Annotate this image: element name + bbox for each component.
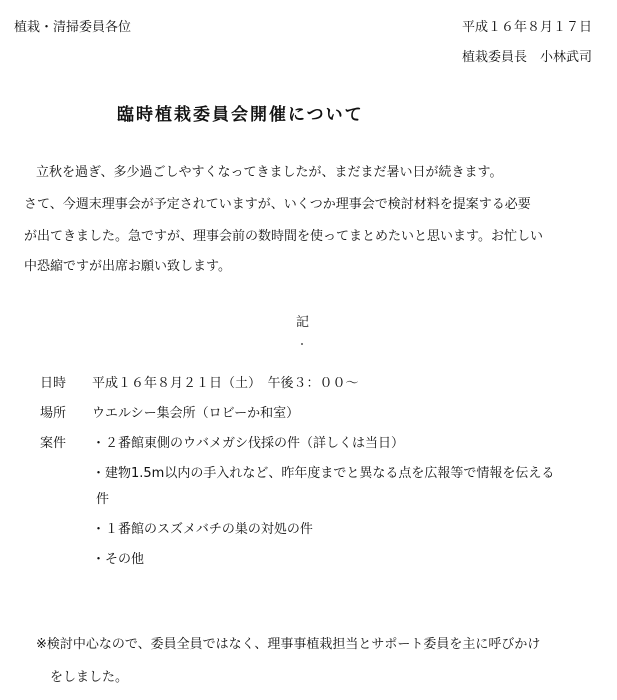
agenda-item: ・その他 [92,552,145,567]
datetime-label: 日時 [40,376,67,391]
addressee: 植栽・清掃委員各位 [14,20,132,35]
datetime-value: 平成１６年８月２１日（土） 午後３：００～ [92,376,359,391]
note-line-2: をしました。 [50,670,129,685]
note-line-1: ※検討中心なので、委員全員ではなく、理事事植栽担当とサポート委員を主に呼びかけ [36,637,541,652]
body-paragraph-1: 立秋を過ぎ、多少過ごしやすくなってきましたが、まだまだ暑い日が続きます。 [36,165,503,180]
agenda-item: ・建物1.5m以内の手入れなど、昨年度までと異なる点を広報等で情報を伝える [92,466,555,481]
body-paragraph-2-line-1: さて、今週末理事会が予定されていますが、いくつか理事会で検討材料を提案する必要 [24,197,531,212]
place-value: ウエルシー集会所（ロビーか和室） [92,406,300,421]
speck-mark [301,343,303,345]
agenda-item: ・２番館東側のウバメガシ伐採の件（詳しくは当日） [92,436,405,451]
place-label: 場所 [40,406,67,421]
agenda-label: 案件 [40,436,67,451]
document-title: 臨時植栽委員会開催について [117,105,364,125]
document-date: 平成１６年８月１７日 [462,20,593,35]
agenda-item-continuation: 件 [96,492,110,507]
agenda-item: ・１番館のスズメバチの巣の対処の件 [92,522,313,537]
body-paragraph-2-line-2: が出てきました。急ですが、理事会前の数時間を使ってまとめたいと思います。お忙しい [24,229,543,244]
sender: 植栽委員長 小林武司 [462,50,593,65]
ki-heading: 記 [296,315,310,330]
body-paragraph-2-line-3: 中恐縮ですが出席お願い致します。 [24,259,231,274]
